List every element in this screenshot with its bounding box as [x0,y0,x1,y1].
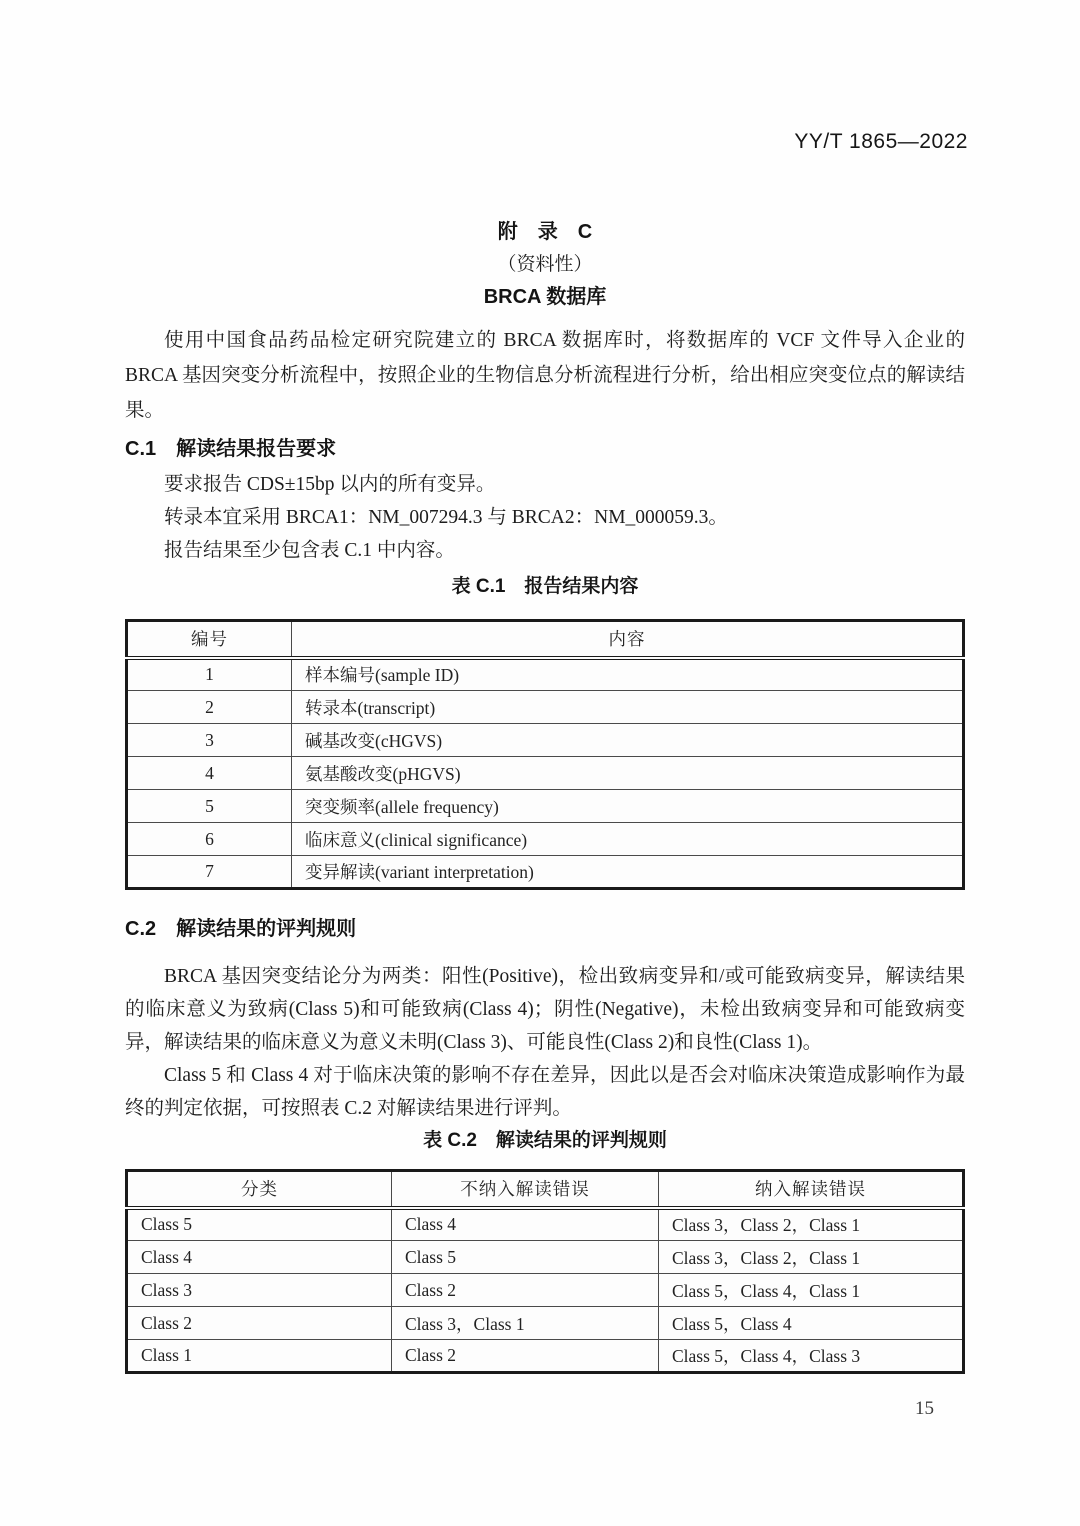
column-header: 编号 [127,621,292,658]
table-cell: 突变频率(allele frequency) [292,790,964,823]
table-cell: Class 2 [392,1340,659,1373]
table-header-row [127,621,964,658]
table-cell: Class 3，Class 2，Class 1 [659,1208,964,1241]
table-cell: 5 [127,790,292,823]
table-header-row [127,1171,964,1208]
appendix-name: BRCA 数据库 [483,286,607,308]
table-cell: Class 2 [392,1274,659,1307]
table-row [127,658,964,691]
paragraph: 要求报告 CDS±15bp 以内的所有变异。 [164,474,496,495]
table-c2 [125,1169,965,1374]
appendix-title: 附 录 C [497,221,593,243]
paragraph: 报告结果至少包含表 C.1 中内容。 [164,540,455,561]
table-row [127,856,964,889]
table-cell: Class 5 [127,1208,392,1241]
table-cell: Class 3，Class 2，Class 1 [659,1241,964,1274]
table-cell: 碱基改变(cHGVS) [292,724,964,757]
column-header: 内容 [292,621,964,658]
table-cell: Class 5，Class 4 [659,1307,964,1340]
standard-code: YY/T 1865—2022 [794,130,968,153]
table-cell: Class 5 [392,1241,659,1274]
table-cell: Class 2 [127,1307,392,1340]
table-cell: Class 4 [127,1241,392,1274]
table-cell: 样本编号(sample ID) [292,658,964,691]
table-row [127,1340,964,1373]
table-cell: 3 [127,724,292,757]
table-cell: 转录本(transcript) [292,691,964,724]
paragraph: Class 5 和 Class 4 对于临床决策的影响不存在差异，因此以是否会对临床决策造成影响作为最终的判定依据，可按照表 C.2 对解读结果进行评判。 [125,1065,965,1119]
table-row [127,757,964,790]
intro-paragraph: 使用中国食品药品检定研究院建立的 BRCA 数据库时，将数据库的 VCF 文件导入企业的 BRCA 基因突变分析流程中，按照企业的生物信息分析流程进行分析，给出相应突变位点的解读结果。 [125,330,965,421]
column-header: 纳入解读错误 [659,1171,964,1208]
table-cell: Class 4 [392,1208,659,1241]
table-cell: Class 3 [127,1274,392,1307]
table-c2-title: 表 C.2 解读结果的评判规则 [423,1130,667,1151]
table-cell: 4 [127,757,292,790]
column-header: 分类 [127,1171,392,1208]
table-row [127,1241,964,1274]
table-row [127,691,964,724]
table-c1 [125,619,965,890]
table-row [127,1307,964,1340]
table-cell: Class 1 [127,1340,392,1373]
section-c1-body [125,468,965,567]
section-c2-heading: C.2 解读结果的评判规则 [125,918,357,940]
table-cell: Class 5，Class 4，Class 1 [659,1274,964,1307]
table-c1-title: 表 C.1 报告结果内容 [451,576,639,597]
appendix-subtitle: （资料性） [497,254,593,275]
table-cell: Class 3，Class 1 [392,1307,659,1340]
paragraph: 转录本宜采用 BRCA1：NM_007294.3 与 BRCA2：NM_000059.3。 [164,507,728,528]
table-cell: Class 5，Class 4，Class 3 [659,1340,964,1373]
table-cell: 6 [127,823,292,856]
table-cell: 1 [127,658,292,691]
paragraph: BRCA 基因突变结论分为两类：阳性(Positive)，检出致病变异和/或可能致病变异，解读结果的临床意义为致病(Class 5)和可能致病(Class 4)；阴性(Negative)，未检出致病变异和可能致病变异，解读结果的临床意义为意义未明(Class 3)、可能良性(Class 2)和良性(Class 1)。 [125,966,965,1053]
table-cell: 7 [127,856,292,889]
table-cell: 变异解读(variant interpretation) [292,856,964,889]
table-row [127,1274,964,1307]
table-row [127,724,964,757]
table-row [127,790,964,823]
table-cell: 2 [127,691,292,724]
table-row [127,823,964,856]
section-c1-heading: C.1 解读结果报告要求 [125,438,337,460]
column-header: 不纳入解读错误 [392,1171,659,1208]
table-cell: 临床意义(clinical significance) [292,823,964,856]
page-number: 15 [915,1398,934,1419]
table-cell: 氨基酸改变(pHGVS) [292,757,964,790]
table-row [127,1208,964,1241]
